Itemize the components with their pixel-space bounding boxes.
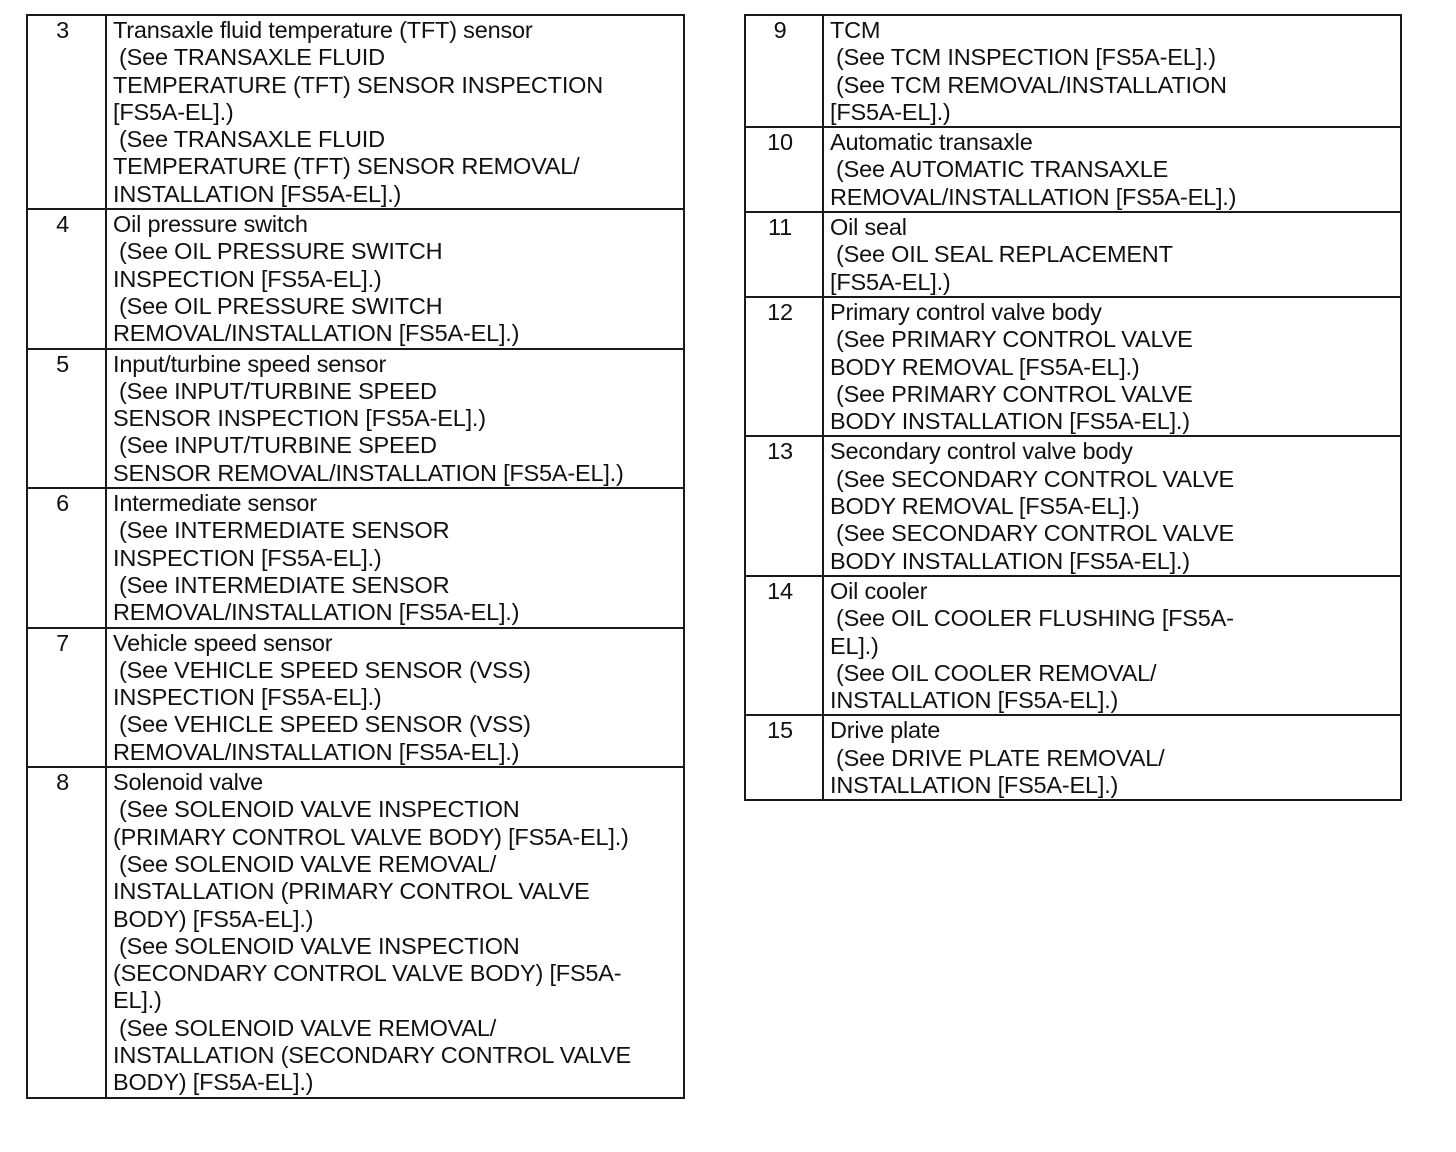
component-name: Vehicle speed sensor [113,629,333,656]
reference-continuation: BODY) [FS5A-EL].) [113,905,314,932]
reference-line: (See TRANSAXLE FLUID [119,44,385,71]
right-parts-table [744,14,1402,801]
reference-continuation: EL].) [830,632,879,659]
reference-continuation: (PRIMARY CONTROL VALVE BODY) [FS5A-EL].) [113,823,629,850]
reference-line: (See OIL PRESSURE SWITCH [119,238,443,265]
reference-continuation: BODY) [FS5A-EL].) [113,1069,314,1096]
item-number: 13 [745,436,823,575]
table-row [27,15,684,209]
item-number: 15 [745,715,823,800]
item-description [823,297,1401,436]
table-row [27,628,684,767]
reference-line: (See SOLENOID VALVE REMOVAL/ [119,1014,497,1041]
reference-line: (See DRIVE PLATE REMOVAL/ [836,744,1165,771]
table-row [745,576,1401,715]
reference-continuation: INSTALLATION (PRIMARY CONTROL VALVE [113,878,590,905]
left-parts-table [26,14,685,1099]
item-description [106,488,684,627]
table-row [27,488,684,627]
table-row [745,127,1401,212]
reference-line: (See TRANSAXLE FLUID [119,126,385,153]
reference-line: (See AUTOMATIC TRANSAXLE [836,156,1169,183]
table-row [27,349,684,488]
item-description [823,127,1401,212]
reference-line: (See SECONDARY CONTROL VALVE [836,520,1234,547]
item-number: 3 [27,15,106,209]
reference-line: (See INPUT/TURBINE SPEED [119,432,437,459]
reference-continuation: BODY INSTALLATION [FS5A-EL].) [830,547,1190,574]
item-description [823,715,1401,800]
component-name: Drive plate [830,717,941,744]
item-description [106,767,684,1098]
item-number: 4 [27,209,106,348]
component-name: Solenoid valve [113,769,264,796]
reference-continuation: [FS5A-EL].) [113,98,234,125]
item-number: 8 [27,767,106,1098]
reference-line: (See INTERMEDIATE SENSOR [119,571,450,598]
reference-continuation: INSPECTION [FS5A-EL].) [113,684,382,711]
reference-continuation: INSTALLATION (SECONDARY CONTROL VALVE [113,1041,631,1068]
reference-continuation: (SECONDARY CONTROL VALVE BODY) [FS5A- [113,960,622,987]
reference-line: (See OIL SEAL REPLACEMENT [836,241,1173,268]
table-row [27,209,684,348]
component-name: Transaxle fluid temperature (TFT) sensor [113,17,533,43]
right-table-body [745,15,1401,800]
reference-line: (See OIL COOLER FLUSHING [FS5A- [836,605,1234,632]
item-description [823,436,1401,575]
reference-line: (See PRIMARY CONTROL VALVE [836,380,1193,407]
reference-continuation: SENSOR INSPECTION [FS5A-EL].) [113,405,486,432]
item-number: 9 [745,15,823,127]
reference-line: (See VEHICLE SPEED SENSOR (VSS) [119,656,531,683]
component-name: TCM [830,17,881,43]
component-name: Intermediate sensor [113,490,317,517]
item-number: 10 [745,127,823,212]
component-name: Secondary control valve body [830,438,1133,465]
reference-continuation: TEMPERATURE (TFT) SENSOR INSPECTION [113,71,603,98]
component-name: Oil cooler [830,577,928,604]
item-number: 11 [745,212,823,297]
item-description [106,349,684,488]
reference-line: (See PRIMARY CONTROL VALVE [836,326,1193,353]
reference-continuation: EL].) [113,987,162,1014]
item-number: 14 [745,576,823,715]
table-row [745,15,1401,127]
item-description [106,209,684,348]
item-number: 7 [27,628,106,767]
item-description [823,15,1401,127]
item-description [823,576,1401,715]
reference-line: (See SOLENOID VALVE INSPECTION [119,796,520,823]
component-name: Oil pressure switch [113,211,308,238]
reference-continuation: TEMPERATURE (TFT) SENSOR REMOVAL/ [113,153,580,180]
component-name: Input/turbine speed sensor [113,350,387,377]
reference-line: (See OIL COOLER REMOVAL/ [836,659,1157,686]
reference-line: (See TCM INSPECTION [FS5A-EL].) [836,44,1216,71]
table-row [745,297,1401,436]
reference-continuation: INSTALLATION [FS5A-EL].) [830,687,1119,714]
reference-continuation: BODY INSTALLATION [FS5A-EL].) [830,408,1190,435]
reference-line: (See TCM REMOVAL/INSTALLATION [836,71,1227,98]
reference-continuation: REMOVAL/INSTALLATION [FS5A-EL].) [113,738,520,765]
reference-continuation: REMOVAL/INSTALLATION [FS5A-EL].) [113,320,520,347]
reference-line: (See INPUT/TURBINE SPEED [119,377,437,404]
reference-continuation: SENSOR REMOVAL/INSTALLATION [FS5A-EL].) [113,459,624,486]
component-name: Primary control valve body [830,298,1102,325]
reference-continuation: REMOVAL/INSTALLATION [FS5A-EL].) [113,599,520,626]
reference-line: (See SECONDARY CONTROL VALVE [836,465,1234,492]
table-row [27,767,684,1098]
reference-continuation: INSTALLATION [FS5A-EL].) [113,180,402,207]
item-number: 6 [27,488,106,627]
reference-continuation: INSTALLATION [FS5A-EL].) [830,772,1119,799]
reference-continuation: BODY REMOVAL [FS5A-EL].) [830,493,1140,520]
reference-line: (See INTERMEDIATE SENSOR [119,517,450,544]
item-number: 12 [745,297,823,436]
reference-continuation: REMOVAL/INSTALLATION [FS5A-EL].) [830,183,1237,210]
reference-continuation: [FS5A-EL].) [830,98,951,125]
reference-line: (See SOLENOID VALVE REMOVAL/ [119,850,497,877]
item-number: 5 [27,349,106,488]
item-description [823,212,1401,297]
reference-continuation: [FS5A-EL].) [830,268,951,295]
reference-continuation: INSPECTION [FS5A-EL].) [113,544,382,571]
item-description [106,15,684,209]
item-description [106,628,684,767]
reference-line: (See SOLENOID VALVE INSPECTION [119,932,520,959]
reference-continuation: BODY REMOVAL [FS5A-EL].) [830,353,1140,380]
component-name: Oil seal [830,214,907,241]
reference-continuation: INSPECTION [FS5A-EL].) [113,265,382,292]
table-row [745,715,1401,800]
table-row [745,436,1401,575]
left-table-body [27,15,684,1098]
component-name: Automatic transaxle [830,129,1033,156]
reference-line: (See VEHICLE SPEED SENSOR (VSS) [119,711,531,738]
table-row [745,212,1401,297]
reference-line: (See OIL PRESSURE SWITCH [119,292,443,319]
